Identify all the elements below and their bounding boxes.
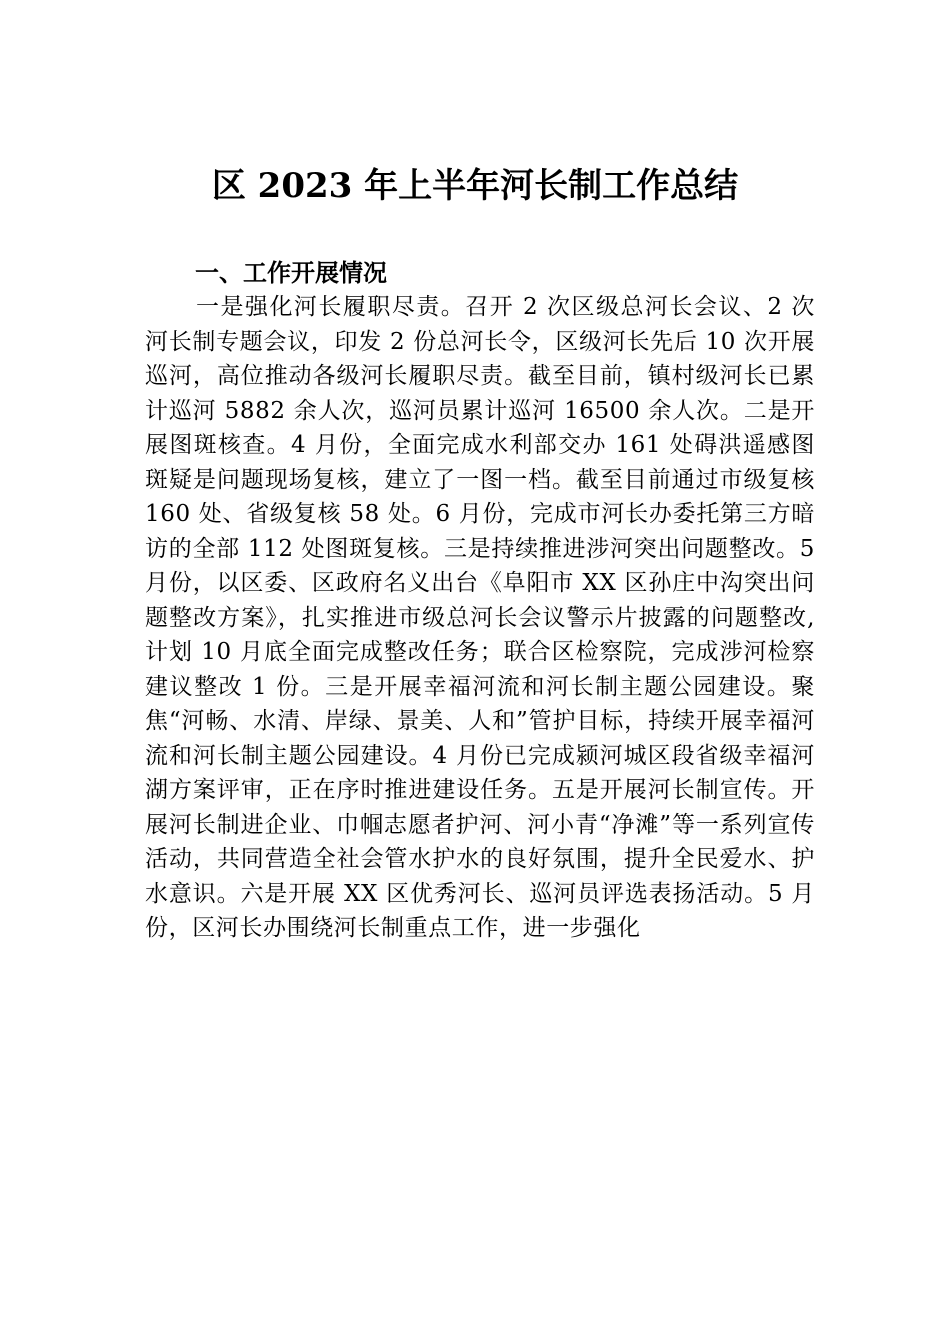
body-paragraph: 一是强化河长履职尽责。召开 2 次区级总河长会议、2 次河长制专题会议，印发 2 份总河长令，区级河长先后 10 次开展巡河，高位推动各级河长履职尽责。截至目前，镇村级河长已累计巡河 5882 余人次，巡河员累计巡河 16500 余人次。二是开展图斑核查。4 月份，全面完成水利部交办 161 处碍洪遥感图斑疑是问题现场复核，建立了一图一档。截至目前通过市级复核 160 处、省级复核 58 处。6 月份，完成市河长办委托第三方暗访的全部 112 处图斑复核。三是持续推进涉河突出问题整改。5 月份，以区委、区政府名义出台《阜阳市 XX 区孙庄中沟突出问题整改方案》，扎实推进市级总河长会议警示片披露的问题整改,计划 10 月底全面完成整改任务；联合区检察院，完成涉河检察建议整改 1 份。三是开展幸福河流和河长制主题公园建设。聚焦“河畅、水清、岸绿、景美、人和”管护目标，持续开展幸福河流和河长制主题公园建设。4 月份已完成颍河城区段省级幸福河湖方案评审，正在序时推进建设任务。五是开展河长制宣传。开展河长制进企业、巾帼志愿者护河、河小青“净滩”等一系列宣传活动，共同营造全社会管水护水的良好氛围，提升全民爱水、护水意识。六是开展 XX 区优秀河长、巡河员评选表扬活动。5 月份，区河长办围绕河长制重点工作，进一步强化	[145, 294, 815, 941]
section-heading: 一、工作开展情况	[195, 259, 387, 287]
document-title: 区 2023 年上半年河长制工作总结	[211, 166, 739, 206]
